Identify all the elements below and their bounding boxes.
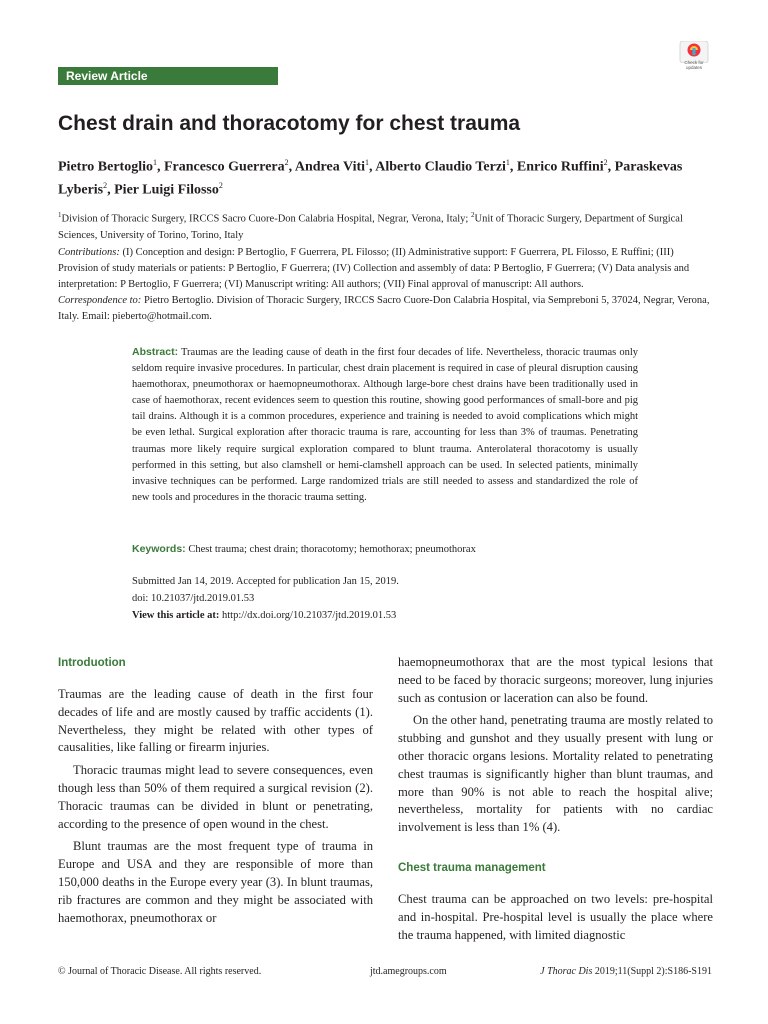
affil-text: Unit of Thoracic Surgery, Department of Surgical Sciences, University of Torino, Torino, Italy bbox=[58, 213, 683, 241]
view-article bbox=[132, 607, 638, 624]
body-paragraph: Thoracic traumas might lead to severe consequences, even though less than 50% of them required a surgical revision (2). Thoracic traumas can be divided in blunt or penetrating, according to the presence of open wound in the chest. bbox=[58, 763, 373, 831]
footer-citation-text: 2019;11(Suppl 2):S186-S191 bbox=[592, 966, 712, 977]
author-affil-sup: 2 bbox=[103, 180, 108, 190]
contributions bbox=[58, 245, 712, 293]
view-article-link[interactable]: http://dx.doi.org/10.21037/jtd.2019.01.53 bbox=[219, 610, 397, 621]
author-separator: , bbox=[157, 159, 164, 175]
author-name: Paraskevas Lyberis bbox=[58, 159, 683, 198]
footer-journal: J Thorac Dis bbox=[540, 966, 593, 977]
body-paragraph: Blunt traumas are the most frequent type of trauma in Europe and USA and they are responsible of more than 150,000 deaths in the Europe every year (3). In blunt traumas, rib fractures are common and they might be associated with haemothorax, pneumothorax or bbox=[58, 839, 373, 925]
author-affil-sup: 2 bbox=[603, 158, 608, 167]
keywords bbox=[132, 541, 638, 558]
body-paragraph: Traumas are the leading cause of death in the first four decades of life and are mostly caused by traffic accidents (1). Nevertheless, they might be related with other types of causalities, like falling or firearm injuries. bbox=[58, 687, 373, 755]
author-affil-sup: 1 bbox=[365, 158, 370, 167]
contributions-label: Contributions: bbox=[58, 246, 120, 258]
body-paragraph: On the other hand, penetrating trauma are mostly related to stubbing and gunshot and they usually present with lung or other thoracic organs lesions. Mortality related to penetrating chest traumas is significantly higher than blunt traumas, and more than 90% is not able to reach the hospital alive; nevertheless, mortality for patients with no cardiac involvement is less than 1% (4). bbox=[398, 713, 713, 835]
doi: doi: 10.21037/jtd.2019.01.53 bbox=[132, 593, 255, 604]
author-affil-sup: 1 bbox=[153, 158, 157, 167]
affil-sup: 2 bbox=[470, 211, 475, 219]
correspondence bbox=[58, 293, 712, 325]
author-name: Pier Luigi Filosso bbox=[114, 182, 219, 198]
section-heading-management: Chest trauma management bbox=[398, 861, 546, 874]
author-separator: , bbox=[107, 182, 115, 198]
author-name: Francesco Guerrera bbox=[164, 159, 285, 175]
article-meta bbox=[132, 573, 638, 624]
correspondence-label: Correspondence to: bbox=[58, 294, 142, 306]
affiliations bbox=[58, 207, 712, 244]
view-article-label: View this article at: bbox=[132, 610, 220, 621]
author-separator: , bbox=[288, 159, 295, 175]
affil-sup: 1 bbox=[58, 211, 62, 219]
body-column-right bbox=[398, 654, 713, 949]
article-type-badge: Review Article bbox=[58, 67, 278, 85]
author-name: Alberto Claudio Terzi bbox=[375, 159, 506, 175]
affiliations-block bbox=[58, 207, 712, 325]
contributions-text: (I) Conception and design: P Bertoglio, F Guerrera, PL Filosso; (II) Administrative support: F Guerrera, PL Filosso, E Ruffini; (III) Provision of study materials or patients: P Bertoglio, F Guerrera; (IV) Collection and assembly of data: P Bertoglio, F Guerrera; (V) Data analysis and interpretation: P Bertoglio, F Guerrera; (VI) Manuscript writing: All authors; (VII) Final approval of manuscript: All authors. bbox=[58, 246, 690, 290]
author-name: Pietro Bertoglio bbox=[58, 159, 153, 175]
affil-text: Division of Thoracic Surgery, IRCCS Sacro Cuore-Don Calabria Hospital, Negrar, Verona, Italy; bbox=[61, 213, 471, 225]
correspondence-text: Pietro Bertoglio. Division of Thoracic Surgery, IRCCS Sacro Cuore-Don Calabria Hospital, via Sempreboni 5, 37024, Negrar, Verona, Italy. Email: pieberto@hotmail.com. bbox=[58, 294, 710, 322]
author-separator: , bbox=[369, 159, 376, 175]
submission-dates: Submitted Jan 14, 2019. Accepted for publication Jan 15, 2019. bbox=[132, 576, 399, 587]
section-heading-introduction: Introduotion bbox=[58, 657, 126, 669]
author-separator: , bbox=[509, 159, 517, 175]
author-affil-sup: 2 bbox=[218, 180, 223, 190]
author-name: Enrico Ruffini bbox=[516, 159, 604, 175]
footer-citation bbox=[527, 965, 712, 979]
body-paragraph: Chest trauma can be approached on two levels: pre-hospital and in-hospital. Pre-hospital level is usually the place where the trauma happened, with limited diagnostic bbox=[398, 891, 713, 942]
footer-site[interactable]: jtd.amegroups.com bbox=[370, 966, 447, 977]
author-name: Andrea Viti bbox=[294, 159, 366, 175]
body-column-left bbox=[58, 654, 373, 932]
author-separator: , bbox=[607, 159, 615, 175]
article-title: Chest drain and thoracotomy for chest trauma bbox=[58, 112, 521, 135]
body-paragraph: haemopneumothorax that are the most typical lesions that need to be faced by thoracic surgeons; moreover, lung injuries such as contusion or laceration can also be found. bbox=[398, 655, 713, 705]
abstract-text: Traumas are the leading cause of death in the first four decades of life. Nevertheless, thoracic traumas only seldom require invasive procedures. In particular, chest drain placement is required in case of pleural disruption causing haemothorax, pneumothorax or haemopneumothorax. Although large-bore chest drains have been traditionally used in case of haemothorax, recent evidences seem to question this routine, showing good performances of small-bore and pig tail drains. Although it is a common procedures, experience and training is needed to avoid complications which might be even lethal. Surgical exploration after thoracic trauma is rare, accounting for less than 3% of traumas. Penetrating traumas more likely require surgical exploration compared to blunt trauma. Anterolateral thoracotomy is usually performed in this setting, but also clamshell or hemi-clamshell approach can be used. In selected patients, minimally invasive techniques can be performed. Large randomized trials are still needed to assess and standardized the role of new tools and procedures in the thoracic trauma setting. bbox=[132, 347, 638, 503]
author-affil-sup: 1 bbox=[505, 158, 510, 167]
keywords-text: Chest trauma; chest drain; thoracotomy; hemothorax; pneumothorax bbox=[185, 544, 476, 555]
abstract bbox=[132, 344, 638, 506]
author-affil-sup: 2 bbox=[284, 158, 289, 167]
author-list bbox=[58, 154, 712, 199]
footer-copyright: © Journal of Thoracic Disease. All rights reserved. bbox=[58, 966, 262, 977]
crossmark-label: Check for updates bbox=[684, 60, 704, 70]
abstract-label: Abstract: bbox=[132, 346, 179, 358]
keywords-label: Keywords: bbox=[132, 543, 186, 555]
